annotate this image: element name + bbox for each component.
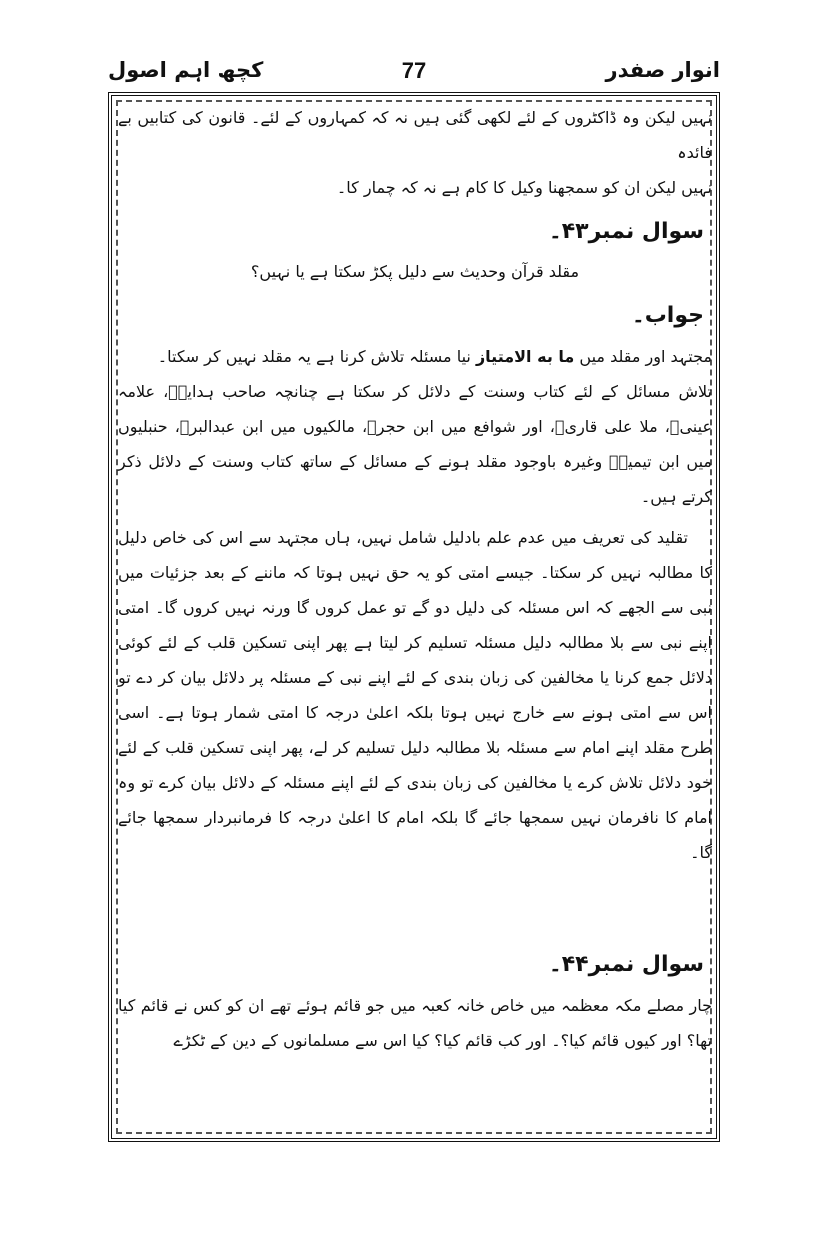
book-title: انوار صفدر	[605, 58, 720, 82]
question-43-text: مقلد قرآن وحدیث سے دلیل پکڑ سکتا ہے یا نہیں؟	[250, 262, 580, 281]
answer-p1-part2: نیا مسئلہ تلاش کرنا ہے یہ مقلد نہیں کر سکتا۔	[157, 347, 476, 366]
answer-p1-term: ما به الامتیاز	[475, 347, 575, 366]
page-number: 77	[401, 58, 427, 83]
intro-line: نہیں لیکن ان کو سمجھنا وکیل کا کام ہے نہ کہ چمار کا۔	[336, 178, 712, 197]
question-44-heading: سوال نمبر۴۴۔	[548, 952, 704, 977]
intro-line: نہیں لیکن وہ ڈاکٹروں کے لئے لکھی گئی ہیں نہ کہ کمہاروں کے لئے۔ قانون کی کتابیں بے فائدہ	[118, 108, 712, 162]
question-44-text: چار مصلے مکہ معظمہ میں خاص خانہ کعبہ میں جو قائم ہوئے تھے ان کو کس نے قائم کیا تھا؟ اور کیوں قائم کیا؟۔ اور کب قائم کیا؟ کیا اس سے مسلمانوں کے دین کے ٹکڑے	[118, 996, 712, 1050]
page-body	[118, 100, 712, 1058]
answer-paragraph-1	[118, 339, 712, 374]
answer-p1-part1: مجتہد اور مقلد میں	[574, 347, 712, 366]
answer-heading: جواب۔	[631, 303, 704, 328]
page-header	[108, 58, 720, 92]
question-43-heading: سوال نمبر۴۳۔	[548, 219, 704, 244]
answer-paragraph-3: تقلید کی تعریف میں عدم علم بادلیل شامل نہیں، ہاں مجتہد سے اس کی خاص دلیل کا مطالبہ نہیں کر سکتا۔ جیسے امتی کو یہ حق نہیں ہوتا کہ ماننے کے بعد جزئیات میں نبی سے الجھے کہ اس مسئلہ کی دلیل دو گے تو عمل کروں گا ورنہ نہیں کروں گا۔ امتی اپنے نبی سے بلا مطالبہ دلیل مسئلہ تسلیم کر لیتا ہے پھر اپنی تسکین قلب کے لئے کوئی دلائل جمع کرنا یا مخالفین کی زبان بندی کے لئے اپنے نبی کے مسئلہ پر دلائل بیان کر دے تو اس سے امتی ہونے سے خارج نہیں ہوتا بلکہ اعلیٰ درجہ کا امتی شمار ہوتا ہے۔ اسی طرح مقلد اپنے امام سے مسئلہ بلا مطالبہ دلیل تسلیم کر لے، پھر اپنی تسکین قلب کے لئے خود دلائل تلاش کرے یا مخالفین کی زبان بندی کے لئے اپنے مسئلہ کے دلائل بیان کرے تو وہ امام کا نافرمان نہیں سمجھا جائے گا بلکہ امام کا اعلیٰ درجہ کا فرمانبردار سمجھا جائے گا۔	[118, 528, 712, 862]
section-title: کچھ اہم اصول	[108, 58, 264, 82]
answer-paragraph-2: تلاش مسائل کے لئے کتاب وسنت کے دلائل کر سکتا ہے چنانچہ صاحب ہدایہؒ، علامہ عینیؒ، ملا علی قاریؒ، اور شوافع میں ابن حجرؒ، مالکیوں میں ابن عبدالبرؒ، حنبلیوں میں ابن تیمیہؒ وغیرہ باوجود مقلد ہونے کے مسائل کے ساتھ کتاب وسنت کے دلائل ذکر کرتے ہیں۔	[118, 382, 712, 506]
